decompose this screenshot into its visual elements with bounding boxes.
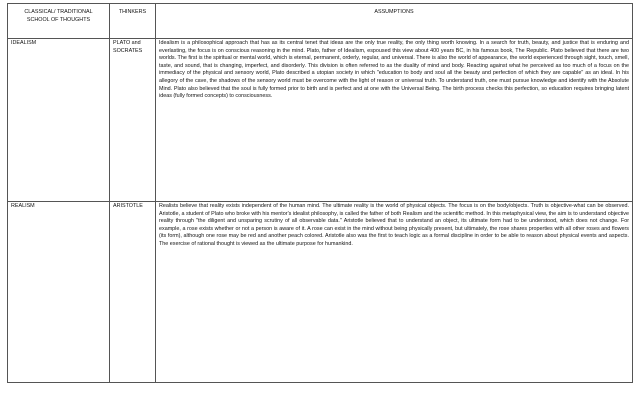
thinkers-line1: PLATO and <box>113 40 141 46</box>
header-assumptions: ASSUMPTIONS <box>156 4 633 39</box>
header-school-line2: SCHOOL OF THOUGHTS <box>26 16 91 23</box>
thinkers-cell <box>110 202 156 383</box>
table-row <box>8 39 633 202</box>
thinkers-cell <box>110 39 156 202</box>
thinkers-line1: ARISTOTLE <box>113 203 143 209</box>
header-school <box>8 4 110 39</box>
table-header-row <box>8 4 633 39</box>
header-school-line1: CLASSICAL/ TRADITIONAL <box>24 9 93 15</box>
header-thinkers: THINKERS <box>110 4 156 39</box>
school-cell: IDEALISM <box>8 39 110 202</box>
thinkers-line2: SOCRATES <box>113 47 143 54</box>
assumptions-cell: Realists believe that reality exists independent of the human mind. The ultimate reality is the world of physical objects. The focus is on the body/objects. Truth is objective-what can be observed. Aristotle, a student of Plato who broke with his mentor's idealist philosophy, is called the father of both Realism and the scientific method. In this metaphysical view, the aim is to understand objective reality through "the diligent and unsparing scrutiny of all observable data." Aristotle believed that to understand an object, its ultimate form had to be understood, which does not change. For example, a rose exists whether or not a person is aware of it. A rose can exist in the mind without being physically present, but ultimately, the rose shares properties with all other roses and flowers (its form), although one rose may be red and another peach colored. Aristotle also was the first to teach logic as a formal discipline in order to be able to reason about physical events and aspects. The exercise of rational thought is viewed as the ultimate purpose for humankind. <box>156 202 633 383</box>
table-row <box>8 202 633 383</box>
assumptions-cell: Idealism is a philosophical approach that has as its central tenet that ideas are the only true reality, the only thing worth knowing. In a search for truth, beauty, and justice that is enduring and everlasting, the focus is on conscious reasoning in the mind. Plato, father of Idealism, espoused this view about 400 years BC, in his famous book, The Republic. Plato believed that there are two worlds. The first is the spiritual or mental world, which is eternal, permanent, orderly, regular, and universal. There is also the world of appearance, the world experienced through sight, touch, smell, taste, and sound, that is changing, imperfect, and disorderly. This division is often referred to as the duality of mind and body. Reacting against what he perceived as too much of a focus on the immediacy of the physical and sensory world, Plato described a utopian society in which "education to body and soul all the beauty and perfection of which they are capable" as an ideal. In his allegory of the cave, the shadows of the sensory world must be overcome with the light of reason or universal truth. To understand truth, one must pursue knowledge and identify with the Absolute Mind. Plato also believed that the soul is fully formed prior to birth and is perfect and at one with the Universal Being. The birth process checks this perfection, so education requires bringing latent ideas (fully formed concepts) to consciousness. <box>156 39 633 202</box>
school-cell: REALISM <box>8 202 110 383</box>
philosophy-table <box>7 3 633 383</box>
